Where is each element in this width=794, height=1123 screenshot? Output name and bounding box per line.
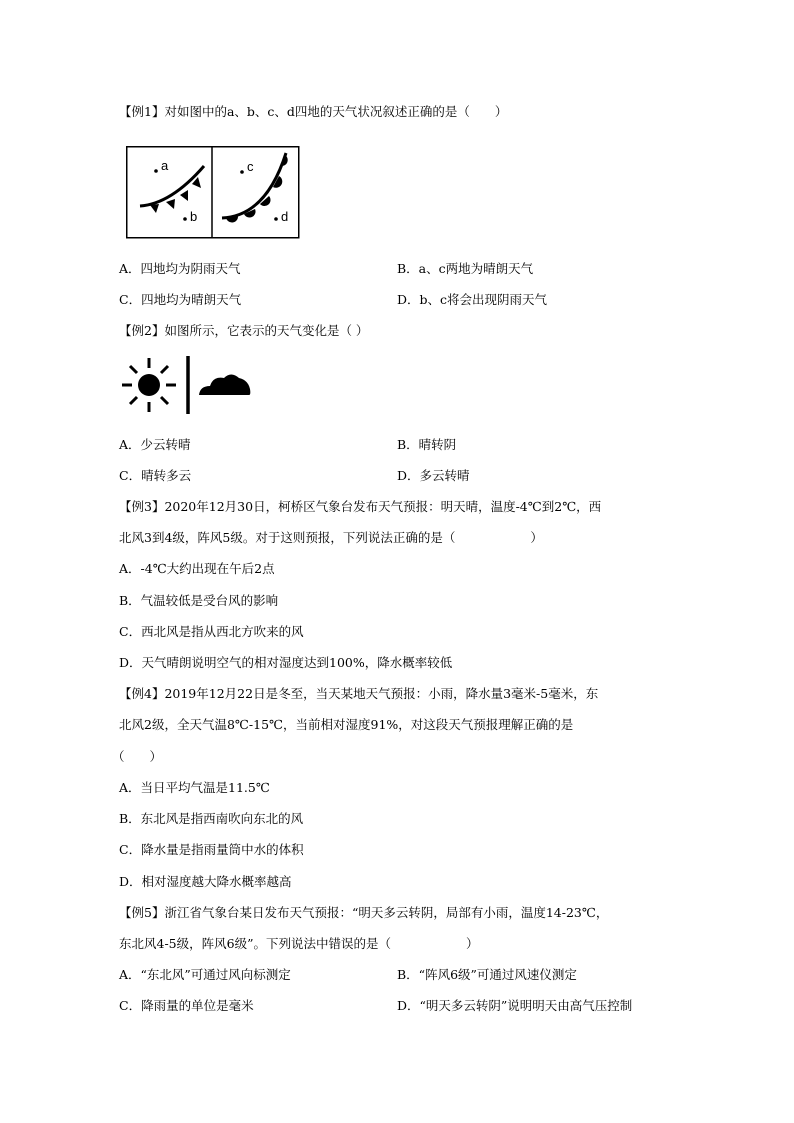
q2-stem: 【例2】如图所示，它表示的天气变化是（ ） <box>119 323 369 338</box>
weather-fronts-diagram <box>126 146 301 241</box>
dot-a <box>154 169 158 173</box>
q3-option-d: D．天气晴朗说明空气的相对湿度达到100%，降水概率较低 <box>119 655 453 670</box>
q2-option-d: D．多云转晴 <box>397 468 470 483</box>
label-d: d <box>281 209 289 224</box>
q5-stem-line2: 东北风4-5级，阵风6级”。下列说法中错误的是（ ） <box>119 936 479 951</box>
dot-c <box>240 170 244 174</box>
q1-front-figure <box>126 146 301 245</box>
dot-b <box>183 217 187 221</box>
q1-option-a: A．四地均为阴雨天气 <box>119 261 241 276</box>
q5-option-a: A．“东北风”可通过风向标测定 <box>119 967 291 982</box>
q1-option-c: C．四地均为晴朗天气 <box>119 292 242 307</box>
q2-option-c: C．晴转多云 <box>119 468 192 483</box>
warm-front-icon <box>222 153 288 223</box>
q1-stem: 【例1】对如图中的a、b、c、d四地的天气状况叙述正确的是（ ） <box>119 104 508 119</box>
q3-stem-line1: 【例3】2020年12月30日，柯桥区气象台发布天气预报：明天晴，温度-4℃到2℃，西 <box>119 499 602 514</box>
q4-option-b: B．东北风是指西南吹向东北的风 <box>119 811 304 826</box>
label-c: c <box>247 159 254 174</box>
q1-option-d: D．b、c将会出现阴雨天气 <box>397 292 548 307</box>
q5-option-c: C．降雨量的单位是毫米 <box>119 998 254 1013</box>
cloud-icon <box>199 375 250 396</box>
cold-front-icon <box>140 166 204 213</box>
q1-option-b: B．a、c两地为晴朗天气 <box>397 261 534 276</box>
q4-option-d: D．相对湿度越大降水概率越高 <box>119 874 292 889</box>
q4-stem-line3: （ ） <box>112 749 163 764</box>
q5-stem-line1: 【例5】浙江省气象台某日发布天气预报：“明天多云转阴，局部有小雨，温度14-23℃， <box>119 905 609 920</box>
q4-option-a: A．当日平均气温是11.5℃ <box>119 780 270 795</box>
q2-option-b: B．晴转阴 <box>397 437 457 452</box>
dot-d <box>274 217 278 221</box>
q2-weather-figure <box>120 354 255 420</box>
q4-stem-line1: 【例4】2019年12月22日是冬至，当天某地天气预报：小雨，降水量3毫米-5毫米，东 <box>119 686 599 701</box>
q5-option-d: D．“明天多云转阴”说明明天由高气压控制 <box>397 998 633 1013</box>
q4-stem-line2: 北风2级，全天气温8℃-15℃，当前相对湿度91%，对这段天气预报理解正确的是 <box>119 717 574 732</box>
q3-stem-line2: 北风3到4级，阵风5级。对于这则预报，下列说法正确的是（ ） <box>119 530 543 545</box>
q3-option-c: C．西北风是指从西北方吹来的风 <box>119 624 304 639</box>
q3-option-b: B．气温较低是受台风的影响 <box>119 593 279 608</box>
q2-option-a: A．少云转晴 <box>119 437 191 452</box>
sun-icon <box>122 358 176 412</box>
q3-option-a: A．-4℃大约出现在午后2点 <box>119 561 275 576</box>
label-a: a <box>161 158 169 173</box>
q5-option-b: B．“阵风6级”可通过风速仪测定 <box>397 967 577 982</box>
label-b: b <box>190 209 198 224</box>
q4-option-c: C．降水量是指雨量筒中水的体积 <box>119 842 304 857</box>
